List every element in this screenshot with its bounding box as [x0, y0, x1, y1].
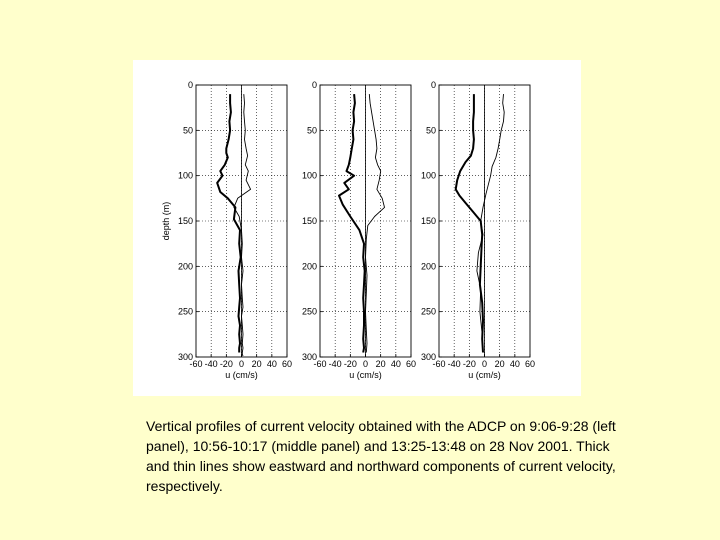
middle-northward-velocity-line: [366, 94, 385, 352]
left-ytick-label: 100: [177, 170, 193, 181]
right-xtick-label: 60: [524, 359, 536, 369]
velocity-profile-chart: [133, 60, 581, 396]
middle-ytick-label: 250: [301, 306, 317, 317]
right-xtick-label: -40: [447, 359, 461, 369]
right-xtick-label: 0: [481, 359, 488, 369]
left-xtick-label: -40: [204, 359, 218, 369]
left-ytick-label: 250: [177, 306, 193, 317]
middle-xtick-label: 20: [375, 359, 386, 369]
left-ytick-label: 200: [177, 261, 193, 272]
middle-ytick-label: 0: [311, 80, 317, 90]
left-xtick-label: 0: [238, 359, 245, 369]
middle-xtick-label: 40: [390, 359, 401, 369]
left-y-axis-label: depth (m): [161, 201, 171, 241]
right-xtick-label: 40: [509, 359, 520, 369]
right-ytick-label: 150: [420, 216, 436, 226]
right-xtick-label: -20: [462, 359, 476, 369]
middle-ytick-label: 150: [301, 216, 317, 226]
left-ytick-label: 50: [182, 125, 193, 136]
left-xtick-label: 20: [251, 359, 262, 369]
right-ytick-label: 50: [425, 125, 436, 136]
middle-xtick-label: 60: [405, 359, 417, 369]
left-xtick-label: 60: [281, 359, 293, 369]
left-ytick-label: 300: [177, 352, 193, 362]
middle-x-axis-label: u (cm/s): [349, 370, 382, 380]
right-ytick-label: 250: [420, 306, 436, 317]
left-xtick-label: 40: [266, 359, 277, 369]
right-xtick-label: -60: [432, 359, 446, 369]
middle-ytick-label: 100: [301, 170, 317, 181]
figure-caption: Vertical profiles of current velocity obtained with the ADCP on 9:06-9:28 (left panel), 10:56-10:17 (middle panel) and 13:25-13:48 on 28 Nov 2001. Thick and thin lines show eastward and northward components of current velocity, respectively.: [146, 418, 616, 494]
middle-ytick-label: 50: [306, 125, 317, 136]
figure-panel: [133, 60, 581, 396]
right-ytick-label: 0: [430, 80, 436, 90]
middle-ytick-label: 200: [301, 261, 317, 272]
middle-xtick-label: -60: [313, 359, 327, 369]
middle-xtick-label: -40: [328, 359, 342, 369]
left-x-axis-label: u (cm/s): [225, 370, 258, 380]
middle-eastward-velocity-line: [339, 94, 365, 352]
right-ytick-label: 300: [420, 352, 436, 362]
left-eastward-velocity-line: [217, 94, 241, 352]
right-ytick-label: 100: [420, 170, 436, 181]
right-ytick-label: 200: [420, 261, 436, 272]
left-ytick-label: 150: [177, 216, 193, 226]
right-xtick-label: 20: [494, 359, 505, 369]
right-northward-velocity-line: [477, 94, 504, 352]
left-xtick-label: -20: [219, 359, 233, 369]
left-ytick-label: 0: [187, 80, 193, 90]
middle-xtick-label: 0: [362, 359, 369, 369]
middle-ytick-label: 300: [301, 352, 317, 362]
right-x-axis-label: u (cm/s): [468, 370, 501, 380]
middle-xtick-label: -20: [343, 359, 357, 369]
left-xtick-label: -60: [189, 359, 203, 369]
